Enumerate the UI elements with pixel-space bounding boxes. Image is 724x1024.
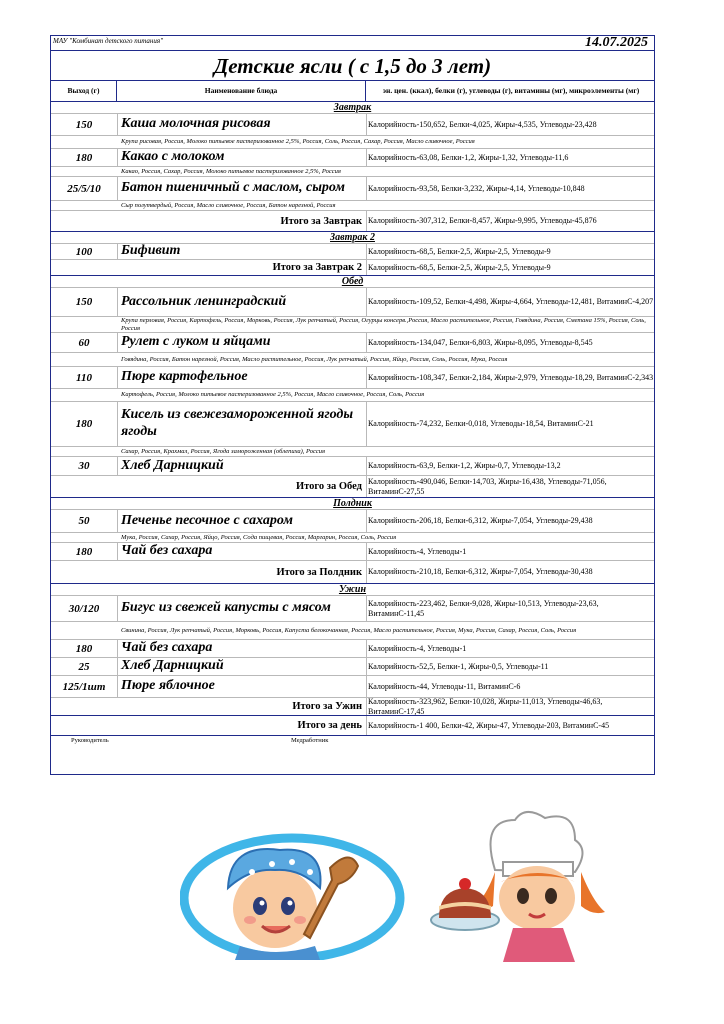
grid-line: [366, 457, 367, 475]
dish-output: 25: [78, 660, 90, 673]
dish-name: Пюре картофельное: [121, 369, 248, 385]
dish-output: 30/120: [68, 602, 100, 615]
dish-nutrition: Калорийность-63,08, Белки-1,2, Жиры-1,32, Углеводы-11,6: [368, 152, 569, 162]
dish-nutrition: Калорийность-4, Углеводы-1: [368, 643, 467, 653]
grid-line: [366, 510, 367, 532]
dish-name: Хлеб Дарницкий: [121, 658, 224, 674]
menu-sheet: [50, 35, 655, 775]
dish-name: Чай без сахара: [121, 543, 213, 559]
dish-nutrition: Калорийность-4, Углеводы-1: [368, 546, 467, 556]
dish-row: [51, 367, 654, 389]
meal-total-nutrition: Калорийность-210,18, Белки-6,312, Жиры-7,054, Углеводы-30,438: [368, 567, 593, 576]
grid-line: [117, 457, 118, 475]
grid-line: [366, 640, 367, 657]
grid-line: [366, 596, 367, 621]
meal-total-row: [51, 476, 654, 498]
ingredients-row: [51, 389, 654, 402]
meal-total-nutrition: Калорийность-68,5, Белки-2,5, Жиры-2,5, Углеводы-9: [368, 262, 551, 272]
signature-manager: Руководитель: [71, 737, 109, 744]
dish-output: 180: [75, 545, 93, 558]
grid-line: [117, 244, 118, 259]
dish-row: [51, 114, 654, 136]
meal-section-header: [51, 102, 654, 114]
dish-row: [51, 658, 654, 676]
meal-total-row: [51, 561, 654, 584]
grid-line: [366, 658, 367, 675]
grid-line: [366, 149, 367, 166]
grid-line: [366, 676, 367, 697]
grid-line: [366, 698, 367, 715]
dish-nutrition: Калорийность-52,5, Белки-1, Жиры-0,5, Углеводы-11: [368, 661, 549, 671]
dish-row: [51, 244, 654, 260]
grid-line: [366, 402, 367, 446]
meal-total-label: Итого за день: [297, 720, 362, 731]
meal-total-nutrition: Калорийность-490,046, Белки-14,703, Жиры-16,438, Углеводы-71,056, ВитаминС-27,55: [368, 476, 607, 496]
dish-output: 110: [76, 371, 92, 384]
grid-line: [117, 177, 118, 200]
dish-output: 180: [75, 151, 93, 164]
grid-line: [117, 367, 118, 388]
grid-line: [366, 716, 367, 735]
dish-row: [51, 149, 654, 167]
dish-nutrition: Калорийность-68,5, Белки-2,5, Жиры-2,5, Углеводы-9: [368, 246, 551, 256]
grid-line: [117, 658, 118, 675]
grid-line: [366, 288, 367, 316]
dish-output: 100: [75, 245, 93, 258]
meal-section-header: [51, 276, 654, 288]
dish-nutrition: Калорийность-206,18, Белки-6,312, Жиры-7,054, Углеводы-29,438: [368, 516, 593, 525]
grid-line: [117, 288, 118, 316]
dish-output: 180: [75, 642, 93, 655]
meal-total-label: Итого за Завтрак: [280, 215, 362, 227]
grid-line: [366, 114, 367, 135]
dish-row: [51, 640, 654, 658]
menu-title: Детские ясли ( с 1,5 до 3 лет): [213, 54, 492, 78]
dish-row: [51, 596, 654, 622]
meal-total-nutrition: Калорийность-323,962, Белки-10,028, Жиры-11,013, Углеводы-46,63, ВитаминС-17,45: [368, 696, 603, 716]
dish-output: 60: [78, 336, 90, 349]
ingredients-text: Картофель, Россия, Молоко питьевое пастеризованное 2,5%, Россия, Масло сливочное, Россия, Соль, Россия: [121, 391, 425, 399]
meal-section-header: [51, 584, 654, 596]
dish-name: Бигус из свежей капусты с мясом: [121, 600, 331, 616]
column-header-row: [51, 80, 654, 102]
ingredients-text: Какао, Россия, Сахар, Россия, Молоко питьевое пастеризованное 2,5%, Россия: [121, 167, 341, 175]
boy-chef-illustration: [180, 828, 412, 960]
dish-name: Печенье песочное с сахаром: [121, 512, 293, 528]
meal-total-label: Итого за Завтрак 2: [272, 262, 362, 273]
meal-total-nutrition: Калорийность-1 400, Белки-42, Жиры-47, Углеводы-203, ВитаминС-45: [368, 720, 610, 730]
ingredients-row: [51, 533, 654, 543]
ingredients-row: [51, 353, 654, 367]
ingredients-row: [51, 167, 654, 177]
meal-section-title: Обед: [341, 276, 364, 287]
grid-line: [117, 149, 118, 166]
dish-row: [51, 543, 654, 561]
dish-nutrition: Калорийность-44, Углеводы-11, ВитаминС-6: [368, 681, 521, 691]
dish-name: Батон пшеничный с маслом, сыром: [121, 180, 345, 196]
meal-section-title: Завтрак 2: [330, 232, 375, 243]
ingredients-text: Крупа перловая, Россия, Картофель, Россия, Морковь, Россия, Лук репчатый, Россия, Огурцы консерв.,Россия, Масло растительное, Россия, Говядина, Россия, Сметана 15%, Россия, Соль, Россия: [121, 316, 646, 332]
dish-row: [51, 676, 654, 698]
grid-line: [366, 211, 367, 231]
dish-row: [51, 333, 654, 353]
dish-row: [51, 288, 654, 317]
meal-total-row: [51, 698, 654, 716]
ingredients-text: Сыр полутвердый, Россия, Масло сливочное, Россия, Батон нарезной, Россия: [121, 201, 336, 209]
dish-output: 150: [75, 118, 93, 131]
ingredients-row: [51, 622, 654, 640]
meal-total-label: Итого за Обед: [295, 481, 362, 492]
grid-line: [117, 333, 118, 352]
grid-line: [366, 476, 367, 497]
meal-total-row: [51, 260, 654, 276]
grid-line: [117, 543, 118, 560]
grid-line: [366, 260, 367, 275]
dish-nutrition: Калорийность-63,9, Белки-1,2, Жиры-0,7, Углеводы-13,2: [368, 461, 561, 470]
grid-line: [117, 676, 118, 697]
menu-date: 14.07.2025: [585, 35, 648, 50]
grid-line: [117, 510, 118, 532]
organization-name: МАУ "Комбинат детского питания": [53, 37, 164, 45]
ingredients-text: Свинина, Россия, Лук репчатый, Россия, Морковь, Россия, Капуста белокочанная, Россия, Масло растительное, Россия, Мука, Россия, Сахар, Россия, Соль, Россия: [121, 626, 577, 634]
grid-line: [117, 114, 118, 135]
column-header-values: эн. цен. (ккал), белки (г), углеводы (г), витамины (мг), микроэлементы (мг): [382, 85, 640, 95]
ingredients-row: [51, 136, 654, 149]
meal-total-row: [51, 716, 654, 736]
ingredients-text: Мука, Россия, Сахар, Россия, Яйцо, Россия, Сода пищевая, Россия, Маргарин, Россия, Соль, Россия: [121, 533, 397, 541]
dish-nutrition: Калорийность-74,232, Белки-0,018, Углеводы-18,54, ВитаминС-21: [368, 419, 594, 428]
ingredients-row: [51, 201, 654, 211]
grid-line: [117, 596, 118, 621]
dish-output: 180: [75, 418, 93, 430]
dish-output: 25/5/10: [67, 182, 101, 195]
meal-total-row: [51, 211, 654, 232]
dish-name: Какао с молоком: [121, 149, 225, 165]
dish-row: [51, 177, 654, 201]
signature-medic: Медработник: [291, 737, 329, 744]
dish-nutrition: Калорийность-108,347, Белки-2,184, Жиры-2,979, Углеводы-18,29, ВитаминС-2,343: [368, 372, 654, 382]
dish-nutrition: Калорийность-134,047, Белки-6,803, Жиры-8,095, Углеводы-8,545: [368, 337, 593, 347]
meal-section-title: Завтрак: [333, 102, 372, 113]
meal-section-header: [51, 498, 654, 510]
dish-row: [51, 510, 654, 533]
ingredients-text: Сахар, Россия, Крахмал, Россия, Ягода замороженная (облепиха), Россия: [121, 447, 326, 455]
dish-name: Каша молочная рисовая: [121, 116, 271, 132]
dish-output: 30: [78, 460, 90, 472]
dish-row: [51, 402, 654, 447]
meal-section-title: Ужин: [338, 584, 367, 595]
dish-row: [51, 457, 654, 476]
dish-name: Рулет с луком и яйцами: [121, 334, 271, 350]
dish-name: Хлеб Дарницкий: [121, 457, 224, 473]
dish-nutrition: Калорийность-93,58, Белки-3,232, Жиры-4,14, Углеводы-10,848: [368, 183, 585, 193]
grid-line: [366, 561, 367, 583]
grid-line: [366, 367, 367, 388]
grid-line: [366, 333, 367, 352]
grid-line: [117, 640, 118, 657]
signature-row: [51, 736, 654, 745]
grid-line: [366, 177, 367, 200]
ingredients-row: [51, 447, 654, 457]
column-header-name: Наименование блюда: [117, 81, 366, 101]
meal-total-nutrition: Калорийность-307,312, Белки-8,457, Жиры-9,995, Углеводы-45,876: [368, 216, 597, 225]
dish-nutrition: Калорийность-223,462, Белки-9,028, Жиры-10,513, Углеводы-23,63, ВитаминС-11,45: [368, 598, 599, 618]
dish-name: Рассольник ленинградский: [121, 293, 287, 309]
dish-nutrition: Калорийность-109,52, Белки-4,498, Жиры-4,664, Углеводы-12,481, ВитаминС-4,207: [368, 297, 654, 306]
dish-output: 50: [78, 515, 90, 527]
dish-output: 125/1шт: [62, 680, 106, 693]
meal-total-label: Итого за Полдник: [276, 566, 362, 578]
meal-total-label: Итого за Ужин: [292, 701, 362, 712]
grid-line: [117, 402, 118, 446]
grid-line: [366, 543, 367, 560]
girl-chef-illustration: [425, 810, 615, 962]
sheet-header-bar: [51, 36, 654, 51]
dish-name: Чай без сахара: [121, 640, 213, 656]
ingredients-text: Говядина, Россия, Батон нарезной, Россия, Масло растительное, Россия, Лук репчатый, Россия, Яйцо, Россия, Соль, Россия, Мука, Россия: [121, 355, 508, 363]
dish-name: Пюре яблочное: [121, 678, 215, 694]
ingredients-row: [51, 317, 654, 333]
grid-line: [366, 244, 367, 259]
column-header-output: Выход (г): [51, 81, 117, 101]
meal-section-title: Полдник: [333, 498, 372, 509]
ingredients-text: Крупа рисовая, Россия, Молоко питьевое пастеризованное 2,5%, Россия, Соль, Россия, Сахар, Россия, Масло сливочное, Россия: [121, 138, 475, 146]
dish-output: 150: [75, 296, 93, 308]
dish-name: Бифивит: [121, 243, 181, 259]
dish-nutrition: Калорийность-150,652, Белки-4,025, Жиры-4,535, Углеводы-23,428: [368, 119, 597, 129]
dish-name: Кисель из свежезамороженной ягоды ягоды: [121, 407, 354, 439]
